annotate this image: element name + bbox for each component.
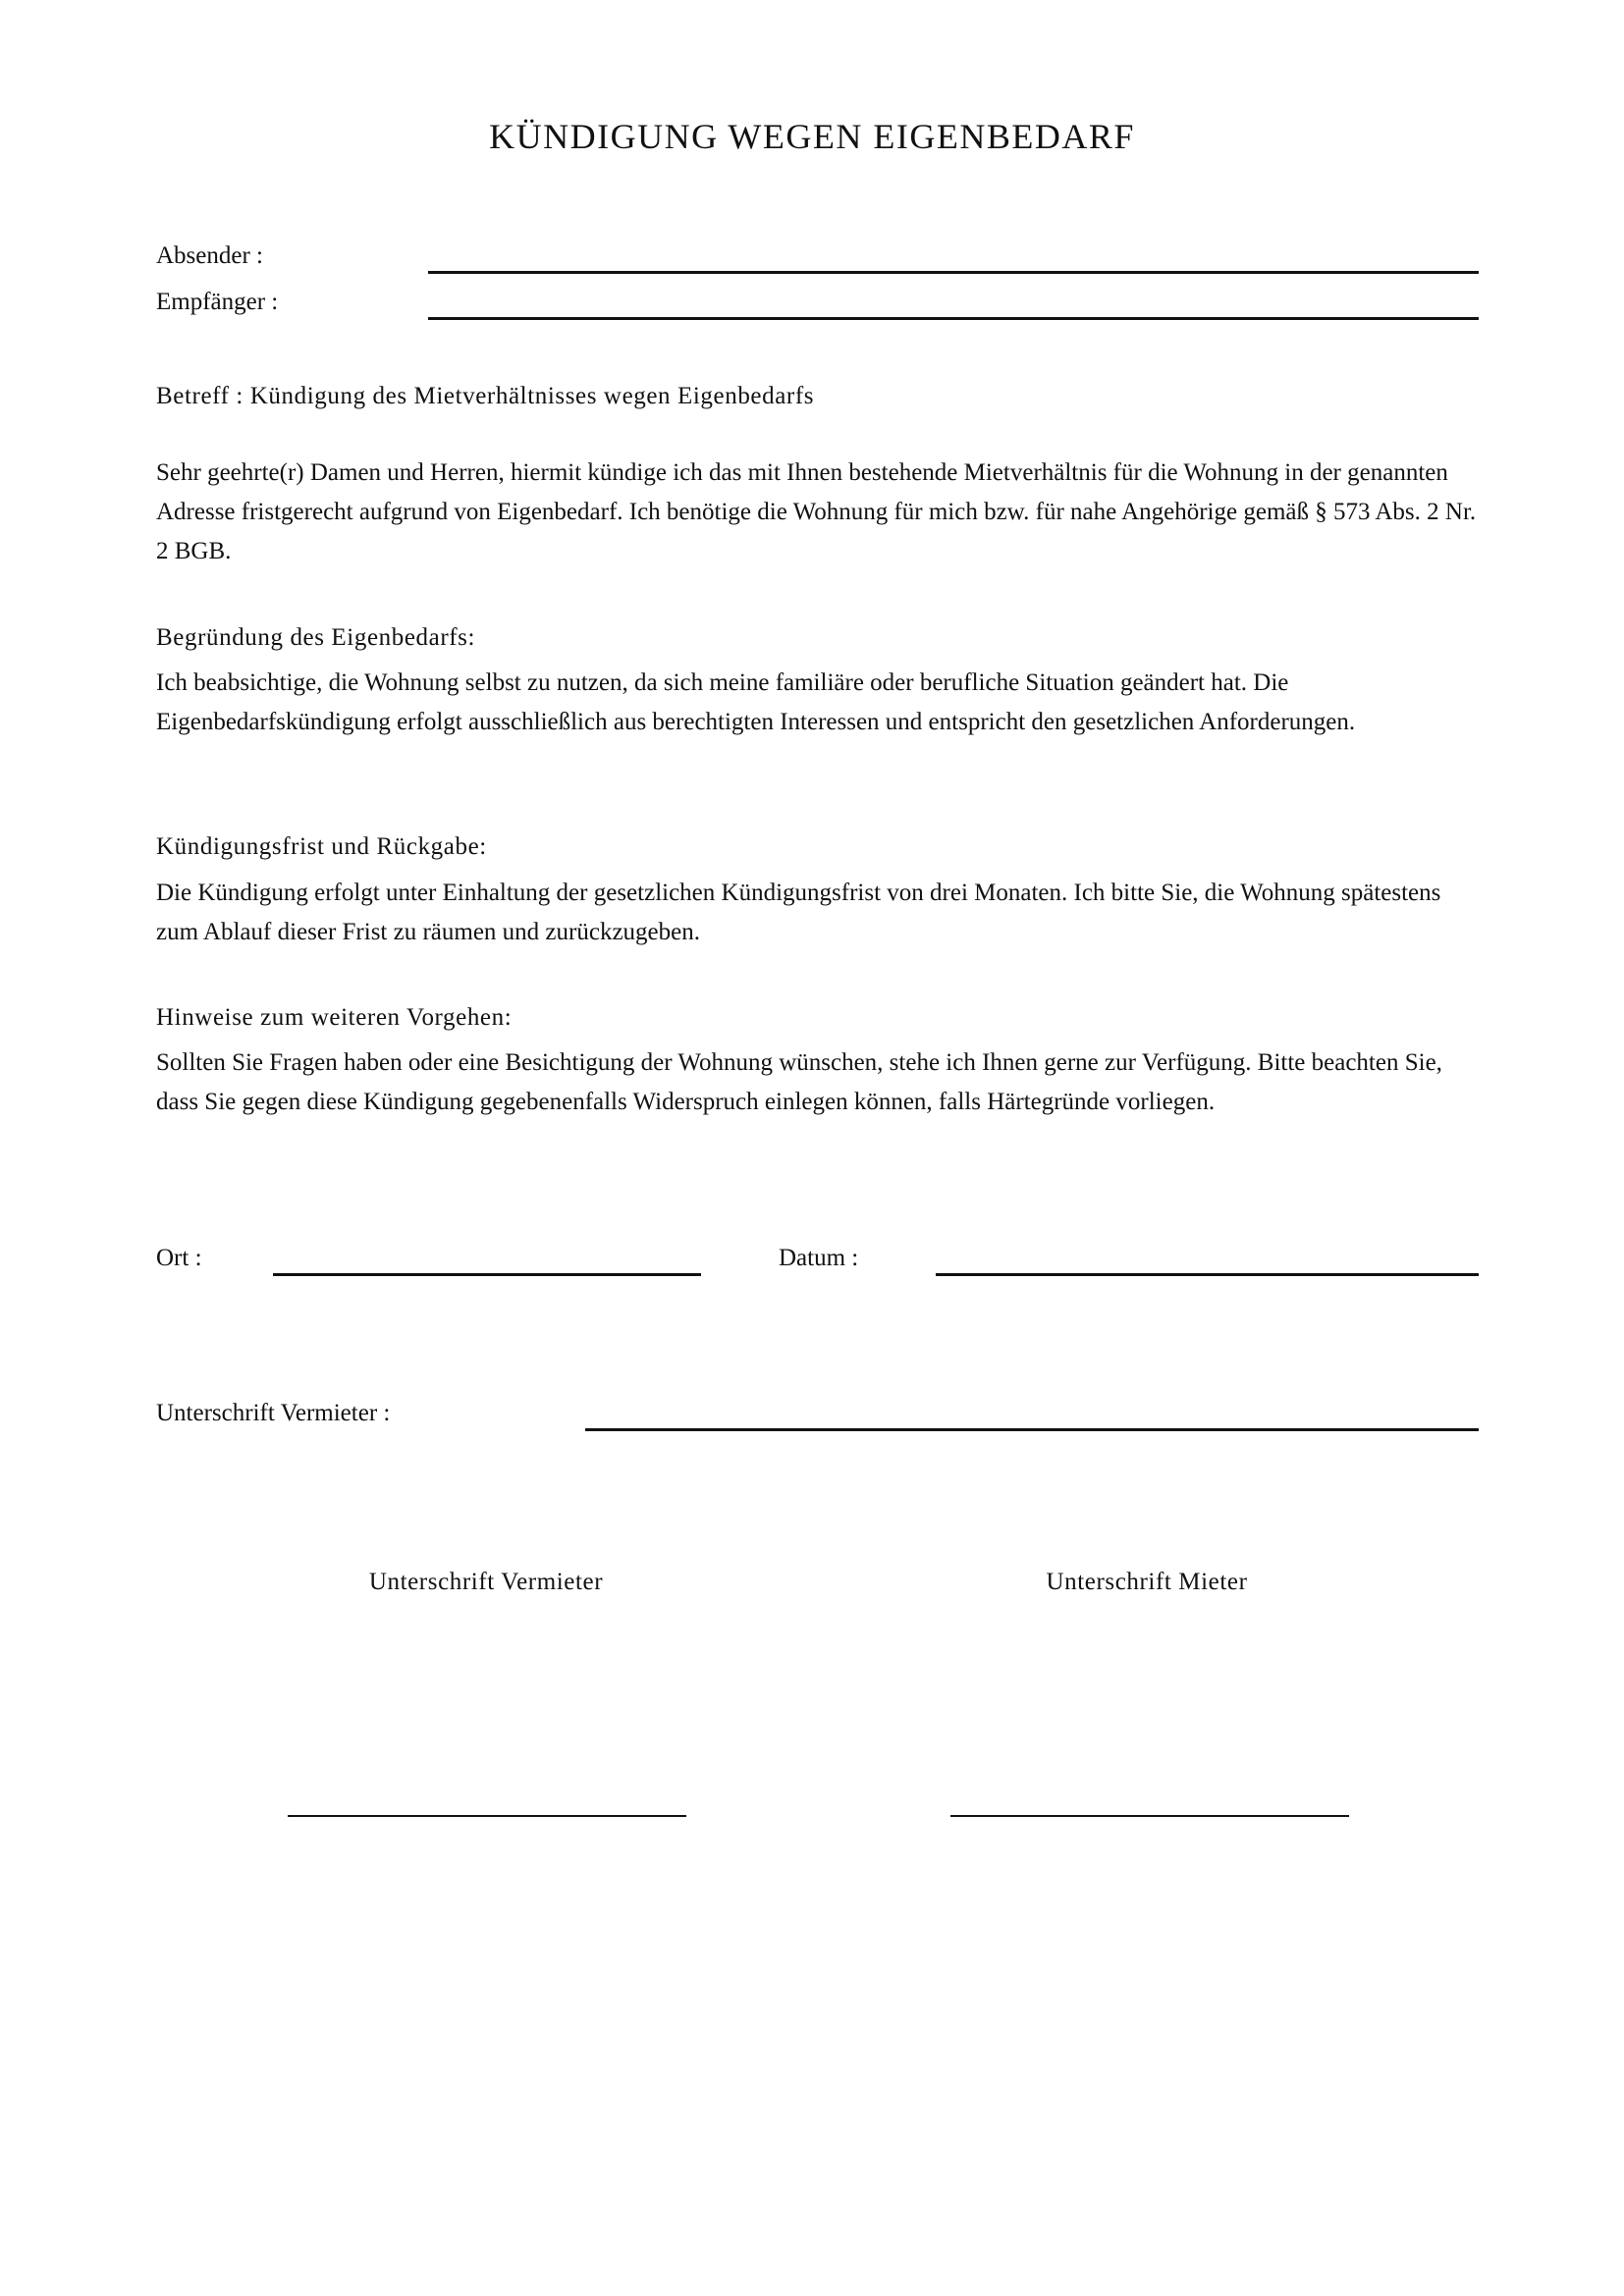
signature-label-vermieter: Unterschrift Vermieter	[368, 1569, 604, 1595]
ort-label: Ort :	[156, 1245, 202, 1271]
datum-line[interactable]	[936, 1273, 1479, 1276]
empfaenger-line[interactable]	[428, 317, 1479, 320]
section-text-hinweise: Sollten Sie Fragen haben oder eine Besichtigung der Wohnung wünschen, stehe ich Ihnen gerne zur Verfügung. Bitte beachten Sie, dass Sie gegen diese Kündigung gegebenenfalls Widerspruch einlegen können, falls Härtegründe vorliegen.	[156, 1049, 1442, 1115]
signature-label-mieter: Unterschrift Mieter	[1046, 1569, 1248, 1595]
document-title: KÜNDIGUNG WEGEN EIGENBEDARF	[489, 117, 1135, 156]
absender-label: Absender :	[156, 242, 263, 269]
section-heading-hinweise: Hinweise zum weiteren Vorgehen:	[156, 1004, 513, 1031]
unterschrift-vermieter-line[interactable]	[585, 1428, 1479, 1431]
section-heading-kuendigungsfrist: Kündigungsfrist und Rückgabe:	[156, 833, 487, 860]
signature-line-vermieter[interactable]	[288, 1815, 686, 1817]
section-heading-begruendung: Begründung des Eigenbedarfs:	[156, 624, 476, 651]
section-text-kuendigungsfrist: Die Kündigung erfolgt unter Einhaltung der gesetzlichen Kündigungsfrist von drei Monaten. Ich bitte Sie, die Wohnung spätestens zum Ablauf dieser Frist zu räumen und zurückzugeben.	[156, 880, 1441, 945]
betreff-line: Betreff : Kündigung des Mietverhältnisses wegen Eigenbedarfs	[156, 383, 815, 409]
ort-line[interactable]	[273, 1273, 701, 1276]
empfaenger-label: Empfänger :	[156, 289, 279, 315]
datum-label: Datum :	[779, 1245, 859, 1271]
signature-line-mieter[interactable]	[950, 1815, 1349, 1817]
intro-paragraph: Sehr geehrte(r) Damen und Herren, hiermit kündige ich das mit Ihnen bestehende Mietverhältnis für die Wohnung in der genannten Adresse fristgerecht aufgrund von Eigenbedarf. Ich benötige die Wohnung für mich bzw. für nahe Angehörige gemäß § 573 Abs. 2 Nr. 2 BGB.	[156, 459, 1477, 564]
absender-line[interactable]	[428, 271, 1479, 274]
unterschrift-vermieter-label: Unterschrift Vermieter :	[156, 1400, 391, 1426]
section-text-begruendung: Ich beabsichtige, die Wohnung selbst zu nutzen, da sich meine familiäre oder berufliche Situation geändert hat. Die Eigenbedarfskündigung erfolgt ausschließlich aus berechtigten Interessen und entspricht den gesetzlichen Anforderungen.	[156, 669, 1356, 735]
